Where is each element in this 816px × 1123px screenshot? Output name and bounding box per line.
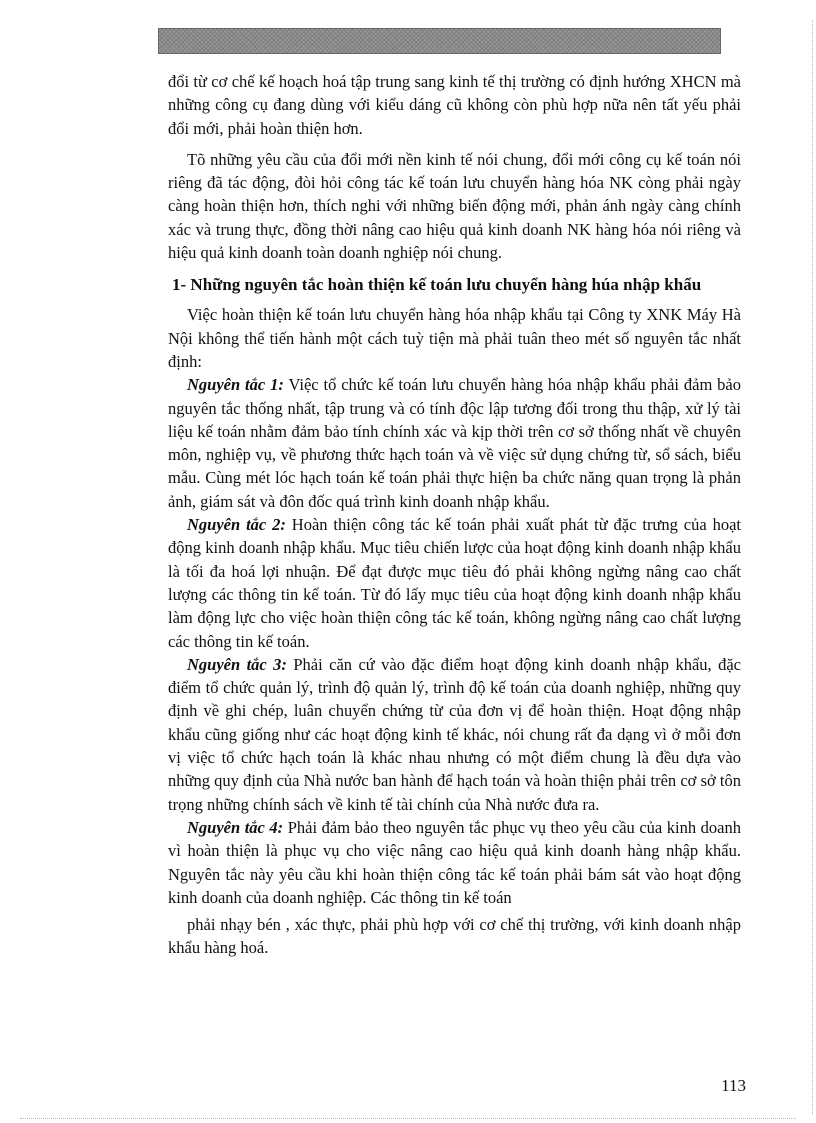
rule-1-text: Việc tổ chức kế toán lưu chuyển hàng hóa nhập khẩu phải đảm bảo nguyên tắc thống nhất, tập trung và có tính độc lập tương đối trong thu thập, xử lý tài liệu kế toán nhằm đảm bảo tính chính xác và kịp thời trên cơ sở thống nhất về chuyên môn, nghiệp vụ, về phương thức hạch toán và về việc sử dụng chứng từ, sổ sách, biểu mẫu. Cùng mét lóc hạch toán kế toán phải thực hiện ba chức năng quan trọng là phản ảnh, giám sát và đôn đốc quá trình kinh doanh nhập khẩu. — [168, 375, 741, 511]
rule-4-label: Nguyên tắc 4: — [187, 817, 284, 837]
rule-4-text: Phải đảm bảo theo nguyên tắc phục vụ theo yêu cầu của kinh doanh vì hoàn thiện là phục vụ cho việc nâng cao hiệu quả kinh doanh hàng nhập khẩu. Nguyên tắc này yêu cầu khi hoàn thiện công tác kế toán phải bám sát vào hoạt động kinh doanh của doanh nghiệp. Các thông tin kế toán — [168, 817, 741, 907]
header-bar — [158, 28, 721, 54]
section-heading: 1- Những nguyên tắc hoàn thiện kế toán lưu chuyển hàng húa nhập khẩu — [172, 275, 702, 295]
rule-3-label: Nguyên tắc 3: — [187, 654, 287, 674]
rule-4 — [168, 816, 741, 909]
paragraph-1: đổi từ cơ chế kế hoạch hoá tập trung sang kinh tế thị trường có định hướng XHCN mà những công cụ đang dùng với kiểu dáng cũ không còn phù hợp nữa nên tất yếu phải đổi mới, phải hoàn thiện hơn. — [168, 72, 741, 138]
rule-2-text: Hoàn thiện công tác kế toán phải xuất phát từ đặc trưng của hoạt động kinh doanh nhập khẩu. Mục tiêu chiến lược của hoạt động kinh doanh nhập khẩu là tối đa hoá lợi nhuận. Để đạt được mục tiêu đó phải không ngừng nâng cao chất lượng các thông tin kế toán. Từ đó lấy mục tiêu của hoạt động kinh doanh nhập khẩu làm động lực cho việc hoàn thiện công tác kế toán, không ngừng nâng cao chất lượng các thông tin kế toán. — [168, 515, 741, 651]
page-number: 113 — [721, 1076, 746, 1095]
rule-2 — [168, 513, 741, 653]
paragraph-2: Tõ những yêu cầu của đổi mới nền kinh tế nói chung, đổi mới công cụ kế toán nói riêng đã tác động, đòi hỏi công tác kế toán lưu chuyển hàng hóa NK còng phải ngày càng hoàn thiện hơn, thích nghi với những biến động mới, phản ánh ngày càng chính xác và trung thực, đồng thời nâng cao hiệu quả kinh doanh NK hàng hóa nói riêng và hiệu quả kinh doanh toàn doanh nghiệp nói chung. — [168, 149, 741, 263]
rule-2-label: Nguyên tắc 2: — [187, 515, 286, 535]
rule-1-label: Nguyên tắc 1: — [187, 375, 284, 395]
document-body — [168, 70, 741, 960]
paragraph-tail: phải nhạy bén , xác thực, phải phù hợp với cơ chế thị trường, với kinh doanh nhập khẩu hàng hoá. — [168, 915, 741, 958]
rule-3-text: Phải căn cứ vào đặc điểm hoạt động kinh doanh nhập khẩu, đặc điểm tổ chức quản lý, trình độ quản lý, trình độ kế toán của doanh nghiệp, những quy định về ghi chép, luân chuyển chứng từ của đơn vị để hoàn thiện. Hoạt động nhập khẩu cũng giống như các hoạt động kinh tế khác, nói chung rất đa dạng vì ở mỗi đơn vị việc tổ chức hạch toán là khác nhau nhưng có một điểm chung là đều dựa vào những quy định của Nhà nước ban hành để hạch toán và hoàn thiện phải trên cơ sở tôn trọng những chính sách về kinh tế tài chính của Nhà nước đưa ra. — [168, 654, 741, 814]
paragraph-3: Việc hoàn thiện kế toán lưu chuyển hàng hóa nhập khẩu tại Công ty XNK Máy Hà Nội không thể tiến hành một cách tuỳ tiện mà phải tuân theo mét số nguyên tắc nhất định: — [168, 305, 741, 371]
right-border — [812, 20, 813, 1115]
rule-3 — [168, 653, 741, 816]
rule-1 — [168, 373, 741, 513]
bottom-border — [20, 1118, 796, 1119]
